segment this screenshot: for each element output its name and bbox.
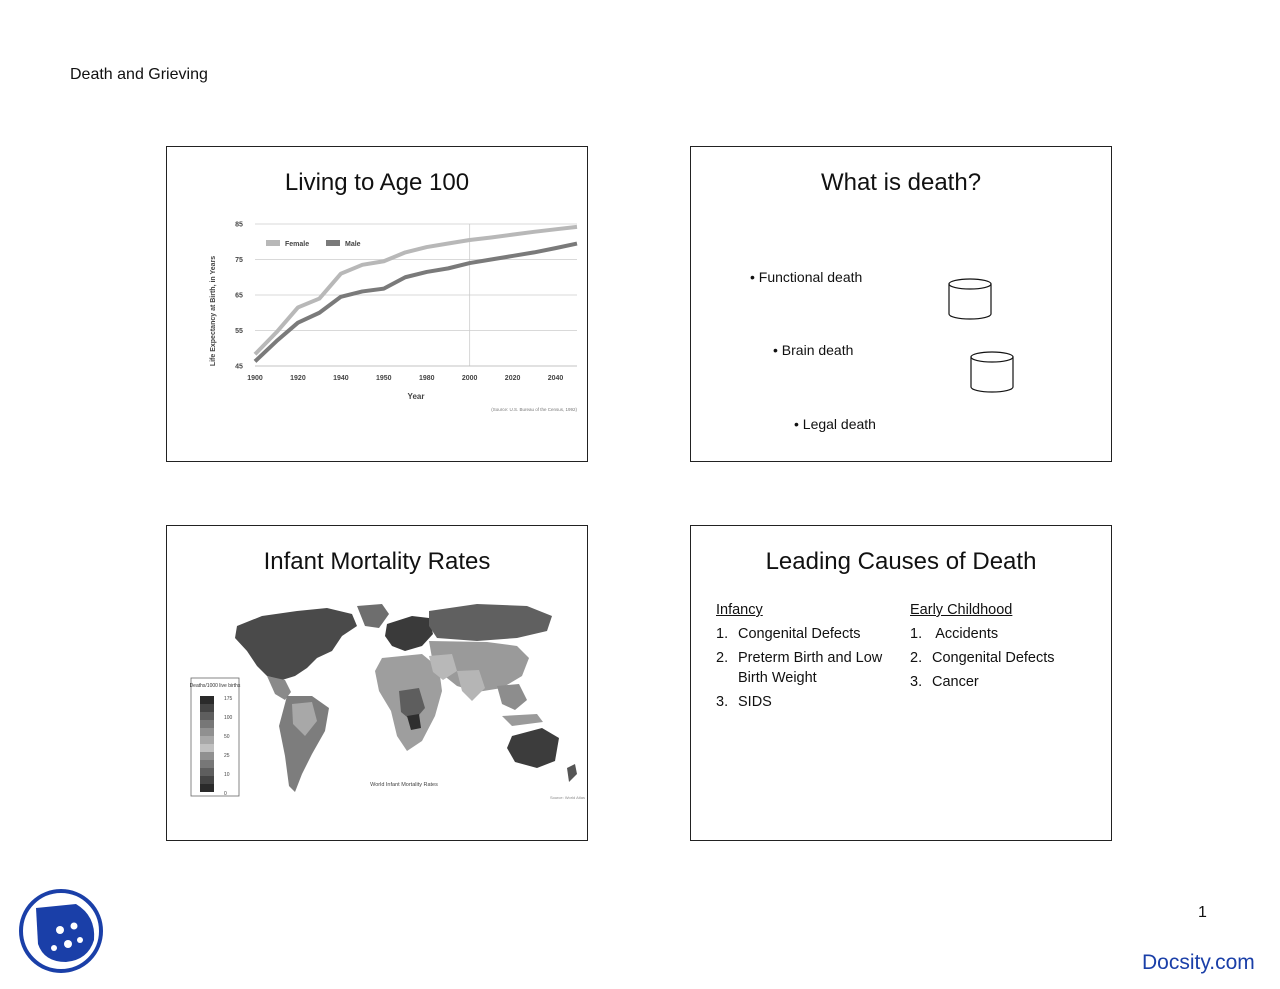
cylinder-shape — [947, 277, 993, 323]
legend-swatch — [200, 776, 214, 784]
bullet-legal-death: • Legal death — [794, 416, 876, 432]
slide-infant-mortality — [166, 525, 588, 841]
x-axis-label: Year — [407, 392, 425, 401]
life-expectancy-chart — [167, 191, 587, 461]
slide-title: Leading Causes of Death — [765, 548, 1037, 575]
slide-title: Infant Mortality Rates — [263, 548, 491, 575]
list-item: 3. Cancer — [910, 674, 979, 690]
x-tick-label: 2040 — [547, 375, 564, 382]
legend-swatch — [200, 712, 214, 720]
legend-swatch — [200, 720, 214, 728]
infancy-column — [716, 602, 901, 716]
docsity-brand-link[interactable]: Docsity.com — [1142, 951, 1255, 974]
legend-swatch — [200, 696, 214, 704]
legend-swatch-female — [266, 240, 280, 246]
x-tick-label: 2020 — [504, 375, 521, 382]
map-indonesia — [502, 714, 543, 726]
map-caption: World Infant Mortality Rates — [370, 782, 438, 788]
slide-leading-causes — [690, 525, 1112, 841]
y-tick-label: 45 — [235, 363, 243, 371]
map-credit: Source: World Atlas — [549, 795, 585, 800]
x-tick-label: 1900 — [247, 375, 263, 382]
list-item: 2. Congenital Defects — [910, 650, 1055, 666]
x-tick-label: 2000 — [461, 375, 478, 382]
y-tick-label: 55 — [235, 328, 243, 335]
map-europe — [385, 616, 433, 651]
legend-title: Deaths/1000 live births — [189, 683, 241, 689]
legend-value: 0 — [224, 791, 227, 797]
world-infant-mortality-map — [167, 596, 587, 836]
bullet-functional-death: • Functional death — [750, 269, 863, 285]
cylinder-shape — [969, 350, 1015, 396]
legend-swatch — [200, 704, 214, 712]
legend-swatch — [200, 728, 214, 736]
map-southeast-asia — [497, 684, 527, 710]
early-childhood-column — [910, 602, 1090, 696]
legend-value: 10 — [224, 772, 230, 778]
bullet-brain-death: • Brain death — [773, 342, 854, 358]
map-new-zealand — [567, 764, 577, 782]
docsity-logo-icon — [18, 888, 108, 978]
slide-life-expectancy — [166, 146, 588, 462]
legend-swatch — [200, 784, 214, 792]
legend-label-female: Female — [285, 241, 310, 248]
legend-swatch — [200, 744, 214, 752]
legend-value: 50 — [224, 734, 230, 740]
legend-value: 25 — [224, 753, 230, 759]
early-childhood-heading: Early Childhood — [910, 602, 1013, 618]
series-line-male — [255, 244, 577, 362]
page-number: 1 — [1198, 904, 1207, 921]
y-tick-label: 65 — [235, 292, 243, 300]
x-tick-label: 1980 — [418, 375, 435, 382]
map-north-america — [235, 608, 357, 680]
x-tick-label: 1950 — [376, 375, 392, 382]
legend-swatch — [200, 736, 214, 744]
infancy-heading: Infancy — [716, 602, 763, 618]
x-tick-label: 1920 — [290, 375, 306, 382]
list-item: 1. Congenital Defects — [716, 626, 861, 642]
map-russia — [429, 604, 552, 641]
list-item: 1. Accidents — [910, 626, 999, 642]
legend-label-male: Male — [345, 241, 361, 248]
x-tick-label: 1940 — [333, 375, 349, 382]
slide-what-is-death — [690, 146, 1112, 462]
legend-swatch-male — [326, 240, 340, 246]
list-item: 2. Preterm Birth and Low Birth Weight — [716, 650, 883, 686]
map-australia — [507, 728, 559, 768]
slide-title: Living to Age 100 — [284, 169, 470, 196]
legend-swatch — [200, 760, 214, 768]
document-title: Death and Grieving — [70, 66, 208, 83]
legend-value: 100 — [224, 715, 233, 721]
list-item: 3. SIDS — [716, 694, 772, 710]
legend-swatch — [200, 768, 214, 776]
y-axis-label: Life Expectancy at Birth, in Years — [210, 255, 217, 367]
map-greenland — [357, 604, 389, 628]
y-tick-label: 75 — [235, 257, 243, 264]
y-tick-label: 85 — [235, 221, 243, 229]
legend-value: 175 — [224, 696, 233, 702]
legend-swatch — [200, 752, 214, 760]
slide-title: What is death? — [820, 169, 982, 196]
chart-source: (Source: U.S. Bureau of the Census, 1992) — [491, 407, 577, 412]
